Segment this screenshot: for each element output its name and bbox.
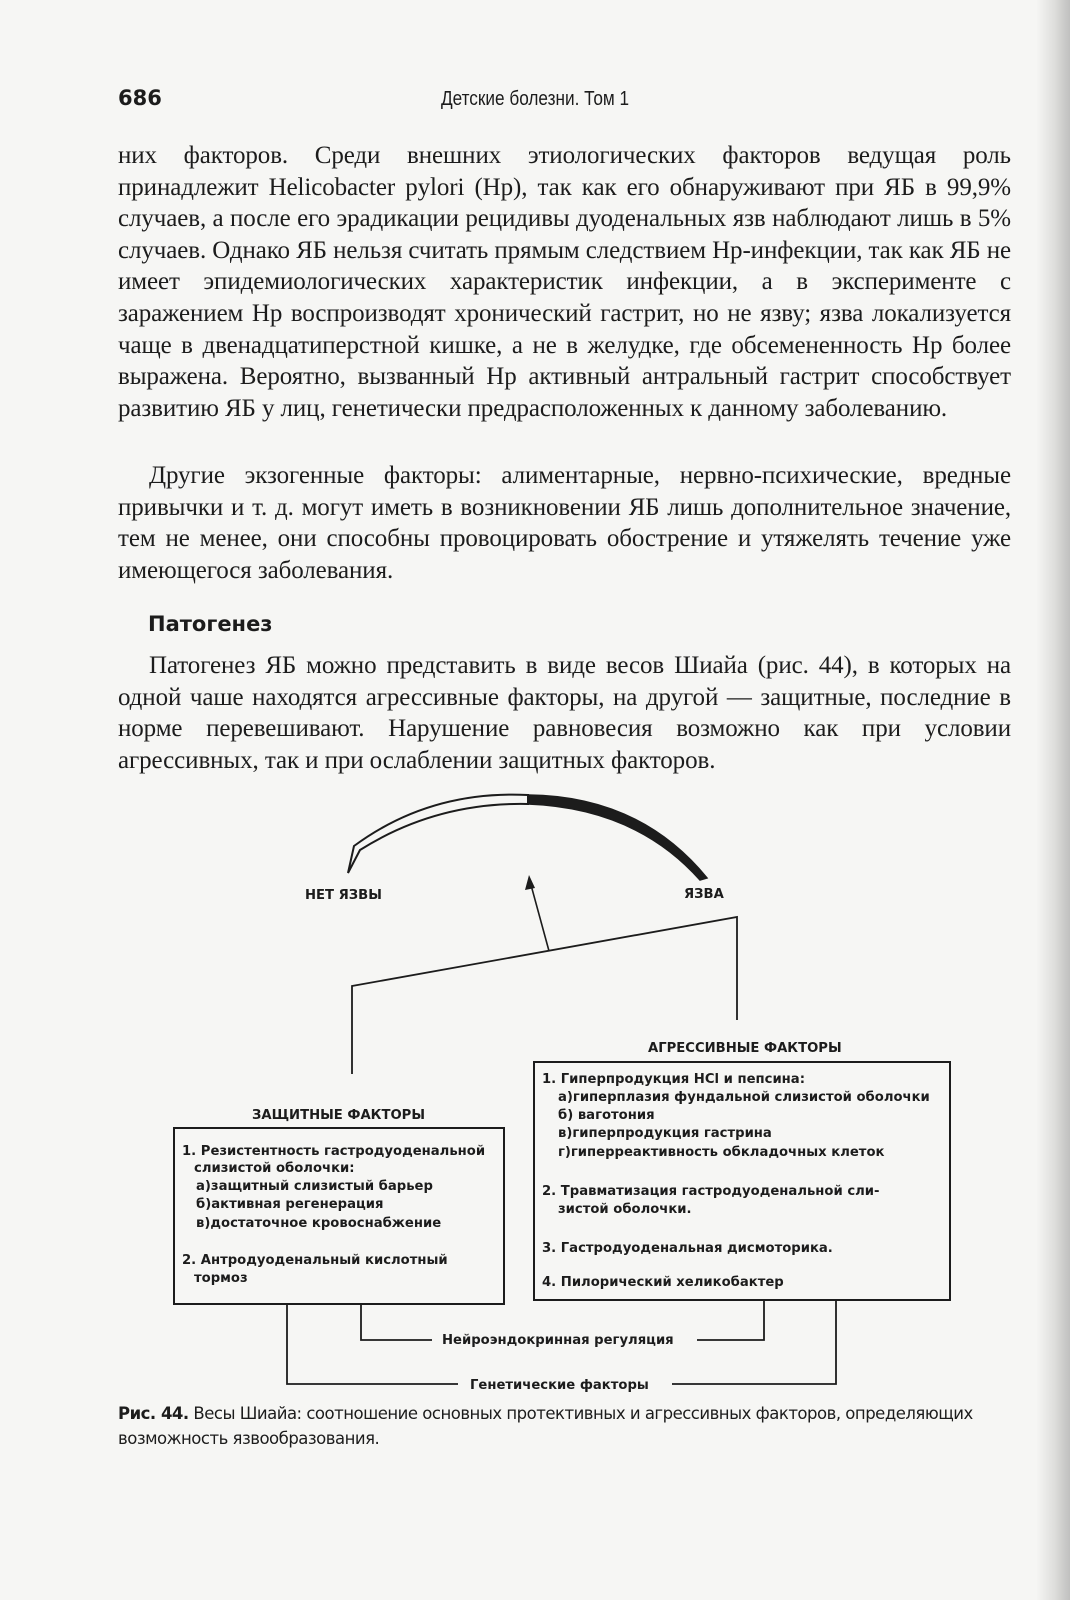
protective-line: тормоз [194, 1271, 248, 1286]
paragraph-1-text: них факторов. Среди внешних этиологических факторов ведущая роль принадлежит Helicobacter pylori (Hp), так как его обнаруживают при ЯБ в 99,9% случаев, а после его эрадикации рецидивы дуоденальных язв наблюдают лишь в 5% случаев. Однако ЯБ нельзя считать прямым следствием Hp-инфекции, так как ЯБ не имеет эпидемиологических характеристик инфекции, а в эксперименте с заражением Hp воспроизводят хронический гастрит, но не язву; язва локализуется чаще в двенадцатиперстной кишке, а не в желудке, где обсемененность Hp более выражена. Вероятно, вызванный Hp активный антральный гастрит способствует развитию ЯБ у лиц, генетически предрасположенных к данному заболеванию. [118, 142, 1011, 422]
section-heading: Патогенез [148, 612, 273, 636]
caption-text: Весы Шиайа: соотношение основных протективных и агрессивных факторов, определяющих возможность язвообразования. [118, 1404, 973, 1448]
running-title: Детские болезни. Том 1 [440, 88, 630, 110]
protective-line: в)достаточное кровоснабжение [196, 1216, 442, 1231]
protective-line: б)активная регенерация [196, 1197, 384, 1212]
aggressive-line: 4. Пилорический хеликобактер [542, 1275, 784, 1290]
no-ulcer-label: НЕТ ЯЗВЫ [305, 888, 382, 903]
aggressive-line: в)гиперпродукция гастрина [558, 1126, 772, 1141]
ulcer-label: ЯЗВА [684, 887, 724, 902]
page-number: 686 [118, 86, 162, 110]
protective-line: 1. Резистентность гастродуоденальной [182, 1144, 486, 1159]
figure-caption [118, 1401, 1011, 1451]
aggressive-line: 1. Гиперпродукция HCl и пепсина: [542, 1072, 805, 1087]
protective-line: 2. Антродуоденальный кислотный [182, 1253, 448, 1268]
neuroendocrine-label: Нейроэндокринная регуляция [442, 1333, 674, 1348]
scale-arc [348, 795, 707, 880]
genetic-label: Генетические факторы [470, 1378, 649, 1393]
protective-factors-box [174, 1108, 504, 1304]
paragraph-2-text: Другие экзогенные факторы: алиментарные, нервно-психические, вредные привычки и т. д. могут иметь в возникновении ЯБ лишь дополнительное значение, тем не менее, они способны провоцировать обострение и утяжелять течение уже имеющегося заболевания. [118, 462, 1011, 584]
aggressive-line: зистой оболочки. [558, 1202, 692, 1217]
aggressive-line: а)гиперплазия фундальной слизистой оболочки [558, 1090, 930, 1105]
aggressive-line: 3. Гастродуоденальная дисмоторика. [542, 1241, 833, 1256]
aggressive-line: 2. Травматизация гастродуоденальной сли- [542, 1184, 880, 1199]
aggressive-line: г)гиперреактивность обкладочных клеток [558, 1145, 885, 1160]
paragraph-3-text: Патогенез ЯБ можно представить в виде весов Шиайа (рис. 44), в которых на одной чаше находятся агрессивные факторы, на другой — защитные, последние в норме перевешивают. Нарушение равновесия возможно как при условии агрессивных, так и при ослаблении защитных факторов. [118, 652, 1011, 774]
aggressive-factors-box [534, 1041, 950, 1300]
scale-pointer-arrow [525, 875, 549, 951]
caption-label: Рис. 44. [118, 1404, 189, 1423]
protective-line: а)защитный слизистый барьер [196, 1179, 433, 1194]
aggressive-factors-title: АГРЕССИВНЫЕ ФАКТОРЫ [648, 1041, 842, 1056]
protective-factors-title: ЗАЩИТНЫЕ ФАКТОРЫ [252, 1108, 425, 1123]
aggressive-line: б) ваготония [558, 1108, 655, 1123]
protective-line: слизистой оболочки: [194, 1161, 355, 1176]
